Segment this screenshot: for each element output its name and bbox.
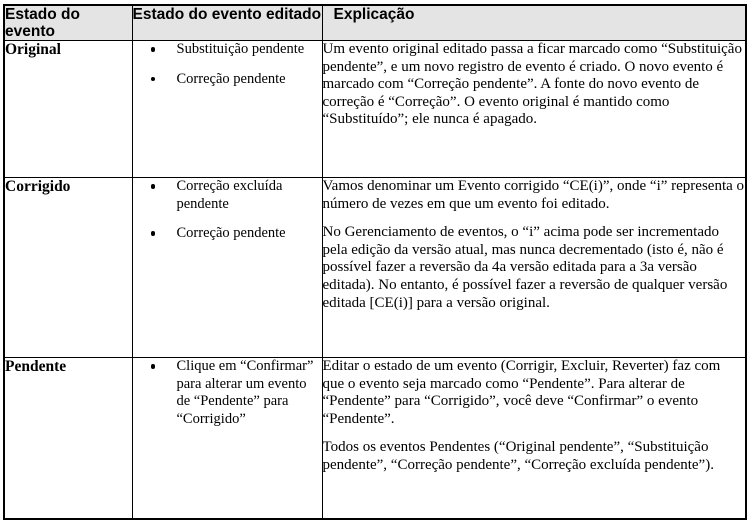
- bullet-icon: [151, 47, 156, 52]
- edited-state-list: [133, 41, 322, 88]
- table-body: [4, 41, 746, 520]
- event-state-table: [3, 4, 747, 520]
- bullet-icon: [151, 364, 156, 369]
- explanation-paragraph: Editar o estado de um evento (Corrigir, Excluir, Reverter) faz com que o evento seja marcado como “Pendente”. Para alterar de “Pendente” para “Corrigido”, você deve “Confirmar” o evento “Pendente”.: [322, 358, 721, 427]
- table-row: [4, 41, 746, 178]
- bullet-icon: [151, 231, 156, 236]
- cell-event-state: Corrigido: [4, 178, 132, 358]
- edited-state-list: [133, 178, 322, 243]
- list-item: [133, 41, 322, 59]
- list-item: [133, 178, 322, 213]
- explanation-paragraph: Todos os eventos Pendentes (“Original pendente”, “Substituição pendente”, “Correção pendente”, “Correção excluída pendente”).: [322, 439, 714, 473]
- list-item: [133, 358, 322, 428]
- cell-explanation: [322, 178, 746, 358]
- bullet-icon: [151, 77, 156, 82]
- list-item: [133, 71, 322, 89]
- cell-event-state: Pendente: [4, 358, 132, 520]
- cell-event-state: Original: [4, 41, 132, 178]
- column-header-explanation: Explicação: [322, 5, 746, 41]
- cell-edited-event-state: [132, 41, 322, 178]
- table-row: [4, 358, 746, 520]
- list-item-label: Clique em “Confirmar” para alterar um evento de “Pendente” para “Corrigido”: [176, 358, 314, 427]
- bullet-icon: [151, 184, 156, 189]
- edited-state-list: [133, 358, 322, 428]
- column-header-event-state: Estado do evento: [4, 5, 132, 41]
- list-item-label: Correção pendente: [176, 225, 286, 241]
- list-item-label: Correção excluída pendente: [176, 178, 283, 212]
- table-header: [4, 5, 746, 41]
- table-row: [4, 178, 746, 358]
- column-header-edited-event-state: Estado do evento editado: [132, 5, 322, 41]
- list-item-label: Substituição pendente: [176, 41, 305, 57]
- table-header-row: [4, 5, 746, 41]
- list-item: [133, 225, 322, 243]
- cell-edited-event-state: [132, 178, 322, 358]
- cell-explanation: [322, 358, 746, 520]
- list-item-label: Correção pendente: [176, 70, 286, 87]
- explanation-paragraph: No Gerenciamento de eventos, o “i” acima pode ser incrementado pela edição da versão atual, mas nunca decrementado (isto é, não é possível fazer a reversão da 4a versão editada para a 3a versão editada). No entanto, é possível fazer a reversão de qualquer versão editada [CE(i)] para a versão original.: [322, 224, 728, 311]
- cell-explanation: [322, 41, 746, 178]
- explanation-paragraph: Um evento original editado passa a ficar marcado como “Substituição pendente”, e um novo registro de evento é criado. O novo evento é marcado com “Correção pendente”. A fonte do novo evento de correção é “Correção”. O evento original é mantido como “Substituído”; ele nunca é apagado.: [322, 41, 742, 128]
- explanation-paragraph: Vamos denominar um Evento corrigido “CE(i)”, onde “i” representa o número de vezes em que um evento foi editado.: [322, 178, 745, 212]
- cell-edited-event-state: [132, 358, 322, 520]
